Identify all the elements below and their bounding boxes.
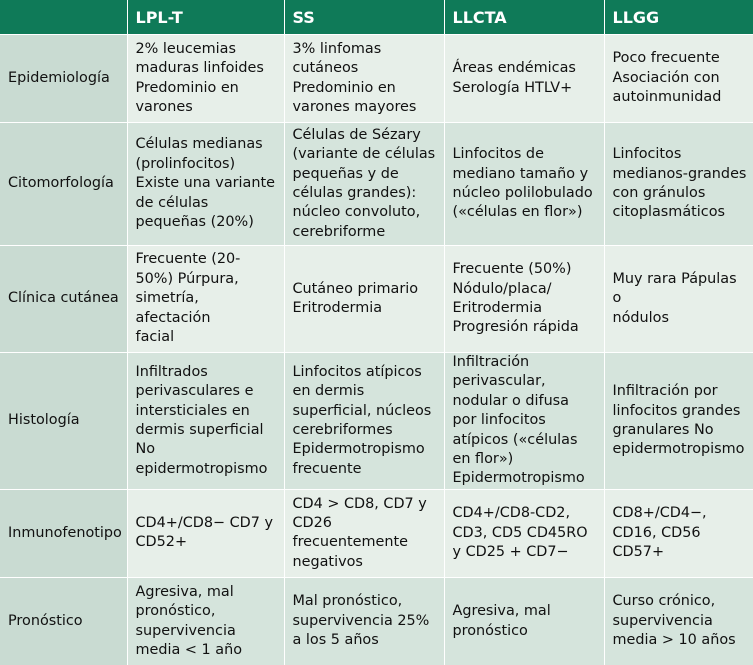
header-ss: SS <box>284 0 444 35</box>
table-cell: Muy rara Pápulas o nódulos <box>604 246 753 353</box>
table-cell: Células de Sézary (variante de células pequeñas y de células grandes): núcleo convoluto, cerebriforme <box>284 123 444 246</box>
table-row-citomorfologia <box>0 123 753 246</box>
table-row-clinica-cutanea <box>0 246 753 353</box>
table-cell: Frecuente (50%) Nódulo/placa/ Eritrodermia Progresión rápida <box>444 246 604 353</box>
table-cell: 2% leucemias maduras linfoides Predominio en varones <box>127 35 284 123</box>
header-lpl-t: LPL-T <box>127 0 284 35</box>
table-cell: Mal pronóstico, supervivencia 25% a los 5 años <box>284 577 444 665</box>
table-cell: Linfocitos medianos-grandes con gránulos citoplasmáticos <box>604 123 753 246</box>
table-row-epidemiologia <box>0 35 753 123</box>
table-row-inmunofenotipo <box>0 489 753 577</box>
table-cell: Infiltración perivascular, nodular o difusa por linfocitos atípicos («células en flor») Epidermotropismo <box>444 353 604 490</box>
table-cell: Infiltración por linfocitos grandes granulares No epidermotropismo <box>604 353 753 490</box>
table-cell: Agresiva, mal pronóstico, supervivencia media < 1 año <box>127 577 284 665</box>
row-label: Pronóstico <box>0 577 127 665</box>
table-cell: CD4+/CD8− CD7 y CD52+ <box>127 489 284 577</box>
table-cell: CD4+/CD8-CD2, CD3, CD5 CD45RO y CD25 + CD7− <box>444 489 604 577</box>
table-cell: Células medianas (prolinfocitos) Existe una variante de células pequeñas (20%) <box>127 123 284 246</box>
table-cell: Agresiva, mal pronóstico <box>444 577 604 665</box>
table-cell: Linfocitos atípicos en dermis superficial, núcleos cerebriformes Epidermotropismo frecuente <box>284 353 444 490</box>
table-cell: 3% linfomas cutáneos Predominio en varones mayores <box>284 35 444 123</box>
row-label: Clínica cutánea <box>0 246 127 353</box>
header-llcta: LLCTA <box>444 0 604 35</box>
table-cell: Linfocitos de mediano tamaño y núcleo polilobulado («células en flor») <box>444 123 604 246</box>
table-cell: Áreas endémicas Serología HTLV+ <box>444 35 604 123</box>
header-llgg: LLGG <box>604 0 753 35</box>
table-cell: Curso crónico, supervivencia media > 10 años <box>604 577 753 665</box>
row-label: Citomorfología <box>0 123 127 246</box>
header-row <box>0 0 753 35</box>
table-cell: Frecuente (20- 50%) Púrpura, simetría, afectación facial <box>127 246 284 353</box>
row-label: Inmunofenotipo <box>0 489 127 577</box>
header-corner <box>0 0 127 35</box>
table-cell: Cutáneo primario Eritrodermia <box>284 246 444 353</box>
table-cell: Infiltrados perivasculares e intersticiales en dermis superficial No epidermotropismo <box>127 353 284 490</box>
row-label: Histología <box>0 353 127 490</box>
table-cell: CD4 > CD8, CD7 y CD26 frecuentemente negativos <box>284 489 444 577</box>
table-row-histologia <box>0 353 753 490</box>
row-label: Epidemiología <box>0 35 127 123</box>
table-cell: CD8+/CD4−, CD16, CD56 CD57+ <box>604 489 753 577</box>
table-cell: Poco frecuente Asociación con autoinmunidad <box>604 35 753 123</box>
